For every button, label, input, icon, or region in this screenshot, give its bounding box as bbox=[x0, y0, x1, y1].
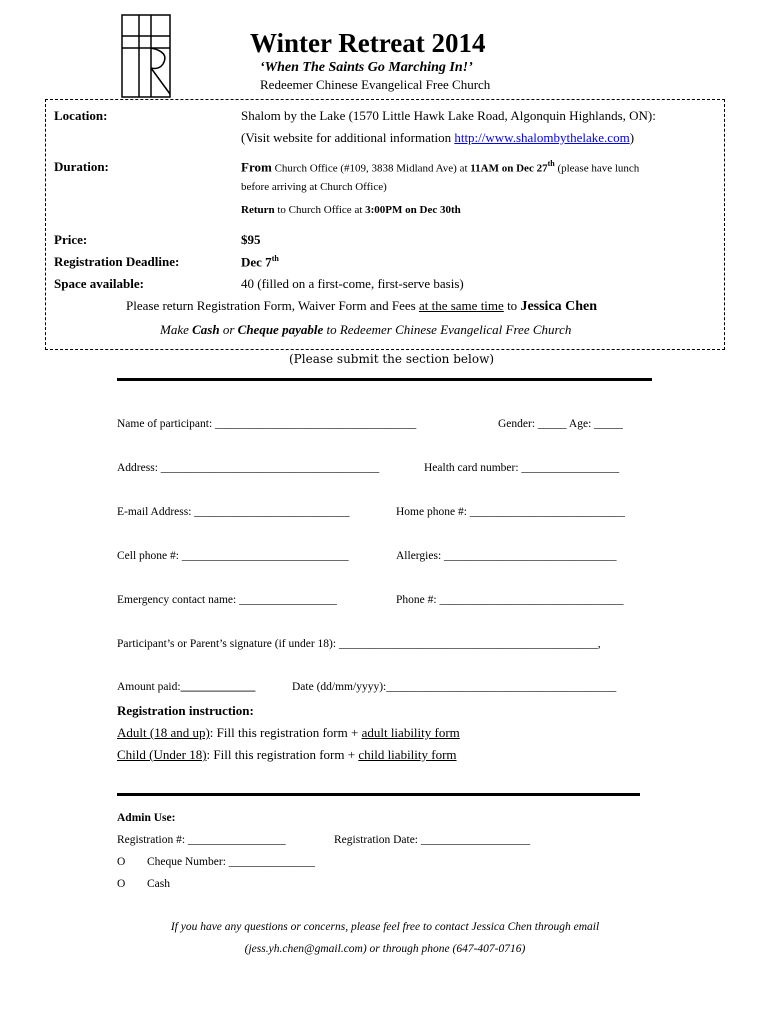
gender-age-field[interactable]: Gender: _____ Age: _____ bbox=[498, 418, 623, 430]
duration-from: From Church Office (#109, 3838 Midland Ave) at 11AM on Dec 27th (please have lunch bbox=[241, 159, 640, 175]
name-field[interactable]: Name of participant: ___________________________________ bbox=[117, 418, 417, 430]
duration-label: Duration: bbox=[54, 159, 109, 174]
registration-date-field[interactable]: Registration Date: ___________________ bbox=[334, 834, 531, 846]
space-label: Space available: bbox=[54, 276, 144, 291]
email-field[interactable]: E-mail Address: ___________________________ bbox=[117, 506, 350, 518]
location-label: Location: bbox=[54, 108, 108, 123]
website-link[interactable]: http://www.shalombythelake.com bbox=[454, 130, 630, 145]
divider bbox=[117, 378, 652, 381]
duration-from-line2: before arriving at Church Office) bbox=[241, 181, 387, 193]
location-note: (Visit website for additional information http://www.shalombythelake.com) bbox=[241, 130, 635, 145]
date-field[interactable]: Date (dd/mm/yyyy):________________________________________ bbox=[292, 681, 617, 693]
registration-number-field[interactable]: Registration #: _________________ bbox=[117, 834, 286, 846]
cell-phone-field[interactable]: Cell phone #: _____________________________ bbox=[117, 550, 349, 562]
location-value: Shalom by the Lake (1570 Little Hawk Lake Road, Algonquin Highlands, ON): bbox=[241, 108, 656, 123]
deadline-label: Registration Deadline: bbox=[54, 254, 180, 269]
admin-heading: Admin Use: bbox=[117, 812, 176, 824]
submit-note: (Please submit the section below) bbox=[289, 352, 495, 366]
duration-return: Return to Church Office at 3:00PM on Dec 30th bbox=[241, 204, 461, 216]
allergies-field[interactable]: Allergies: ______________________________ bbox=[396, 550, 617, 562]
payable-note: Make Cash or Cheque payable to Redeemer Chinese Evangelical Free Church bbox=[160, 322, 572, 337]
deadline-value: Dec 7th bbox=[241, 254, 279, 270]
signature-field[interactable]: Participant’s or Parent’s signature (if under 18): _____________________________________________, bbox=[117, 638, 601, 650]
adult-instruction: Adult (18 and up): Fill this registration form + adult liability form bbox=[117, 725, 460, 740]
footer-line1: If you have any questions or concerns, please feel free to contact Jessica Chen through email bbox=[170, 921, 600, 933]
cheque-number-field[interactable]: Cheque Number: _______________ bbox=[147, 856, 316, 868]
emergency-contact-field[interactable]: Emergency contact name: _________________ bbox=[117, 594, 337, 606]
space-value: 40 (filled on a first-come, first-serve basis) bbox=[241, 276, 464, 291]
divider-admin bbox=[117, 793, 640, 796]
child-instruction: Child (Under 18): Fill this registration form + child liability form bbox=[117, 747, 457, 762]
amount-paid-field[interactable]: Amount paid:_____________ bbox=[117, 681, 256, 693]
cash-bullet[interactable]: O bbox=[117, 878, 126, 890]
page-title: Winter Retreat 2014 bbox=[250, 28, 486, 58]
health-card-field[interactable]: Health card number: _________________ bbox=[424, 462, 620, 474]
price-value: $95 bbox=[241, 232, 261, 247]
instruction-heading: Registration instruction: bbox=[117, 703, 254, 718]
return-form-note: Please return Registration Form, Waiver Form and Fees at the same time to Jessica Chen bbox=[126, 298, 598, 314]
retreat-subtitle: ‘When The Saints Go Marching In!’ bbox=[260, 60, 473, 75]
church-logo-icon bbox=[121, 14, 171, 98]
cheque-bullet[interactable]: O bbox=[117, 856, 126, 868]
church-name: Redeemer Chinese Evangelical Free Church bbox=[260, 77, 491, 92]
home-phone-field[interactable]: Home phone #: ___________________________ bbox=[396, 506, 626, 518]
price-label: Price: bbox=[54, 232, 88, 247]
cash-label: Cash bbox=[147, 878, 170, 890]
phone-field[interactable]: Phone #: ________________________________ bbox=[396, 594, 624, 606]
address-field[interactable]: Address: ______________________________________ bbox=[117, 462, 380, 474]
footer-line2: (jess.yh.chen@gmail.com) or through phone (647-407-0716) bbox=[244, 943, 526, 955]
